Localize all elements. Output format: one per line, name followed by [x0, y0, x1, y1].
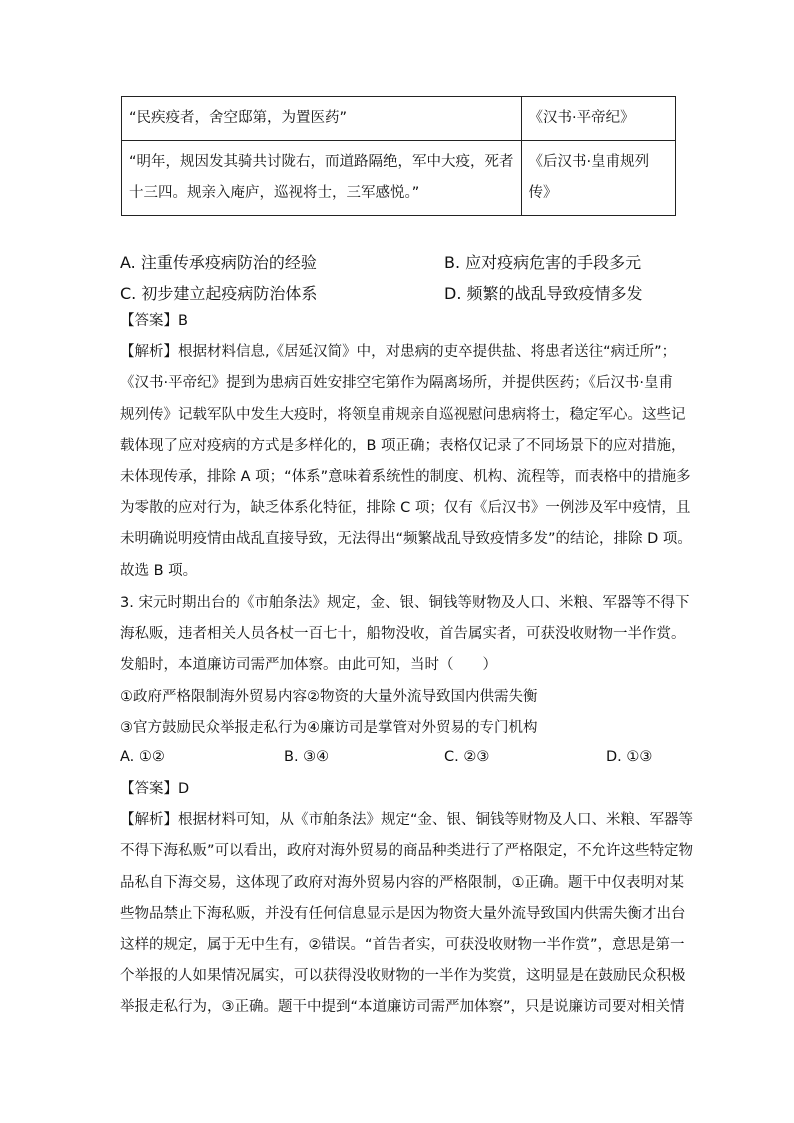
option-b: B. ③④ — [284, 749, 330, 765]
q3-stem — [120, 588, 690, 744]
option-a: A. 注重传承疫病防治的经验 — [120, 253, 317, 272]
option-d: D. 频繁的战乱导致疫情多发 — [444, 284, 643, 303]
source-text-line: 传》 — [528, 185, 558, 202]
quote-text-line: 十三四。规亲入庵庐，巡视将士，三军感悦。” — [129, 185, 420, 202]
option-b: B. 应对疫病危害的手段多元 — [444, 253, 642, 272]
source-table — [121, 96, 676, 216]
option-c: C. 初步建立起疫病防治体系 — [120, 284, 318, 303]
source-cell — [521, 97, 675, 141]
analysis-line: 不得下海私贩”可以看出，政府对海外贸易的商品种类进行了严格限定，不允许这些特定物 — [120, 843, 694, 860]
analysis-line: 个举报的人如果情况属实，可以获得没收财物的一半作为奖赏，这明显是在鼓励民众积极 — [120, 968, 686, 985]
option-c: C. ②③ — [444, 749, 490, 765]
table-row — [122, 97, 676, 141]
answer-label: 【答案】B — [120, 313, 188, 329]
source-cell — [521, 141, 675, 216]
analysis-line: 举报走私行为，③正确。题干中提到“本道廉访司需严加体察”，只是说廉访司要对相关情 — [120, 999, 685, 1016]
quote-text-line: “明年，规因发其骑共讨陇右，而道路隔绝，军中大疫，死者 — [129, 154, 514, 170]
quote-cell — [122, 141, 522, 216]
analysis-line: 【解析】根据材料信息,《居延汉简》中，对患病的吏卒提供盐、将患者送往“病迁所”； — [120, 344, 677, 361]
q2-answer-analysis — [120, 306, 692, 587]
analysis-line: 品私自下海交易，这体现了政府对海外贸易内容的严格限制，①正确。题干中仅表明对某 — [120, 874, 684, 891]
table-row — [122, 141, 676, 216]
analysis-line: 规列传》记载军队中发生大疫时，将领皇甫规亲自巡视慰问患病将士，稳定军心。这些记 — [120, 406, 686, 423]
statement-line: ③官方鼓励民众举报走私行为④廉访司是掌管对外贸易的专门机构 — [120, 719, 538, 736]
analysis-line: 为零散的应对行为，缺乏体系化特征，排除 C 项；仅有《后汉书》一例涉及军中疫情，且 — [120, 500, 691, 517]
question-line: 3. 宋元时期出台的《市舶条法》规定，金、银、铜钱等财物及人口、米粮、军器等不得下 — [120, 595, 690, 611]
source-text: 《汉书·平帝纪》 — [528, 110, 635, 126]
quote-text: “民疾疫者，舍空邸第，为置医药” — [129, 110, 348, 126]
answer-label: 【答案】D — [120, 781, 190, 797]
source-text-line: 《后汉书·皇甫规列 — [528, 154, 650, 170]
analysis-line: 《汉书·平帝纪》提到为患病百姓安排空宅第作为隔离场所，并提供医药；《后汉书·皇甫 — [120, 375, 673, 392]
analysis-line: 故选 B 项。 — [120, 562, 198, 579]
analysis-line: 【解析】根据材料可知，从《市舶条法》规定“金、银、铜钱等财物及人口、米粮、军器等 — [120, 812, 694, 829]
analysis-line: 载体现了应对疫病的方式是多样化的，B 项正确；表格仅记录了不同场景下的应对措施， — [120, 437, 686, 454]
analysis-line: 些物品禁止下海私贩，并没有任何信息显示是因为物资大量外流导致国内供需失衡才出台 — [120, 905, 686, 922]
quote-cell — [122, 97, 522, 141]
option-a: A. ①② — [120, 749, 165, 765]
analysis-line: 未明确说明疫情由战乱直接导致，无法得出“频繁战乱导致疫情多发”的结论，排除 D 项。 — [120, 531, 692, 548]
statement-line: ①政府严格限制海外贸易内容②物资的大量外流导致国内供需失衡 — [120, 688, 538, 705]
analysis-line: 这样的规定，属于无中生有，②错误。“首告者实，可获没收财物一半作赏”，意思是第一 — [120, 936, 685, 953]
question-line: 海私贩，违者相关人员各杖一百七十，船物没收，首告属实者，可获没收财物一半作赏。 — [120, 626, 686, 643]
q3-answer-analysis — [120, 774, 694, 1024]
analysis-line: 未体现传承，排除 A 项；“体系”意味着系统性的制度、机构、流程等，而表格中的措施多 — [120, 468, 691, 485]
question-line: 发船时，本道廉访司需严加体察。由此可知，当时（ ） — [120, 657, 497, 674]
option-d: D. ①③ — [606, 749, 653, 765]
